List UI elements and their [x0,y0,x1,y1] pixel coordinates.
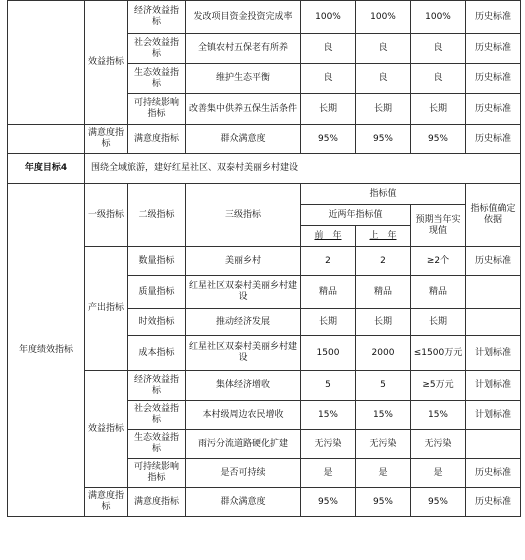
value-prev2: 1500 [301,336,356,371]
header-value: 指标值 [301,184,466,205]
table-row [8,1,521,34]
level2-cell: 经济效益指标 [128,371,186,401]
level1-satisfaction: 满意度指标 [85,125,128,154]
level3-cell: 发改项目资金投资完成率 [186,1,301,34]
level2-cell: 时效指标 [128,309,186,336]
value-prev1: 95% [356,125,411,154]
goal-row [8,154,521,184]
value-expected: 100% [411,1,466,34]
value-expected: 是 [411,459,466,488]
basis-cell: 历史标准 [466,34,521,64]
value-prev2: 是 [301,459,356,488]
level2-cell: 经济效益指标 [128,1,186,34]
value-prev2: 良 [301,64,356,94]
header-l2: 二级指标 [128,184,186,247]
value-expected: 良 [411,64,466,94]
level3-cell: 是否可持续 [186,459,301,488]
value-prev1: 长期 [356,94,411,125]
level2-cell: 可持续影响指标 [128,459,186,488]
value-expected: 长期 [411,94,466,125]
level3-cell: 群众满意度 [186,125,301,154]
basis-cell: 历史标准 [466,488,521,517]
basis-cell: 计划标准 [466,336,521,371]
value-prev2: 长期 [301,94,356,125]
value-prev2: 2 [301,247,356,276]
value-expected: 无污染 [411,430,466,459]
value-expected: 95% [411,488,466,517]
level2-cell: 成本指标 [128,336,186,371]
value-expected: 15% [411,401,466,430]
value-prev2: 5 [301,371,356,401]
value-prev2: 精品 [301,276,356,309]
header-row [8,184,521,205]
basis-cell: 历史标准 [466,459,521,488]
value-expected: 良 [411,34,466,64]
table-row [8,247,521,276]
level3-cell: 美丽乡村 [186,247,301,276]
level3-cell: 本村级周边农民增收 [186,401,301,430]
value-prev1: 良 [356,64,411,94]
value-prev2: 100% [301,1,356,34]
value-prev1: 无污染 [356,430,411,459]
value-prev1: 5 [356,371,411,401]
header-l1: 一级指标 [85,184,128,247]
value-expected: 精品 [411,276,466,309]
value-prev2: 95% [301,125,356,154]
level3-cell: 集体经济增收 [186,371,301,401]
value-prev1: 15% [356,401,411,430]
value-prev1: 是 [356,459,411,488]
level2-cell: 生态效益指标 [128,64,186,94]
level3-cell: 维护生态平衡 [186,64,301,94]
header-prev2: 前 年 [314,230,342,241]
table-row [8,125,521,154]
level1-output: 产出指标 [85,247,128,371]
header-basis: 指标值确定依据 [466,184,521,247]
level1-satisfaction: 满意度指标 [85,488,128,517]
value-prev1: 2000 [356,336,411,371]
performance-indicators [7,183,521,517]
goal-text: 围绕全域旅游，建好红星社区、双泰村美丽乡村建设 [85,154,521,184]
level2-cell: 满意度指标 [128,488,186,517]
value-expected: ≥2个 [411,247,466,276]
header-prev1: 上 年 [369,230,397,241]
value-prev1: 2 [356,247,411,276]
level3-cell: 改善集中供养五保生活条件 [186,94,301,125]
value-prev2: 无污染 [301,430,356,459]
basis-cell [466,309,521,336]
level2-cell: 社会效益指标 [128,401,186,430]
goal-label: 年度目标4 [8,154,85,184]
basis-cell: 历史标准 [466,247,521,276]
value-prev2: 长期 [301,309,356,336]
basis-cell: 历史标准 [466,64,521,94]
table-row [8,371,521,401]
level3-cell: 雨污分流道路硬化扩建 [186,430,301,459]
level2-cell: 生态效益指标 [128,430,186,459]
level3-cell: 推动经济发展 [186,309,301,336]
value-prev1: 良 [356,34,411,64]
level3-cell: 红星社区双泰村美丽乡村建设 [186,276,301,309]
value-prev2: 95% [301,488,356,517]
header-recent: 近两年指标值 [301,205,411,226]
level2-cell: 社会效益指标 [128,34,186,64]
basis-cell: 计划标准 [466,371,521,401]
value-expected: ≥5万元 [411,371,466,401]
value-expected: 95% [411,125,466,154]
level2-cell: 满意度指标 [128,125,186,154]
basis-cell: 历史标准 [466,125,521,154]
performance-table [7,0,521,184]
perf-label: 年度绩效指标 [8,184,85,517]
level2-cell: 数量指标 [128,247,186,276]
level1-benefit: 效益指标 [85,371,128,488]
level2-cell: 可持续影响指标 [128,94,186,125]
level2-cell: 质量指标 [128,276,186,309]
basis-cell: 历史标准 [466,94,521,125]
header-expected: 预期当年实现值 [411,205,466,247]
value-prev1: 长期 [356,309,411,336]
basis-cell [466,276,521,309]
value-prev1: 100% [356,1,411,34]
basis-cell: 计划标准 [466,401,521,430]
value-prev2: 良 [301,34,356,64]
table-row [8,488,521,517]
level3-cell: 群众满意度 [186,488,301,517]
value-expected: ≤1500万元 [411,336,466,371]
value-expected: 长期 [411,309,466,336]
level3-cell: 红星社区双泰村美丽乡村建设 [186,336,301,371]
basis-cell [466,430,521,459]
header-l3: 三级指标 [186,184,301,247]
value-prev2: 15% [301,401,356,430]
value-prev1: 精品 [356,276,411,309]
level3-cell: 全镇农村五保老有所养 [186,34,301,64]
level1-benefit: 效益指标 [85,1,128,125]
value-prev1: 95% [356,488,411,517]
basis-cell: 历史标准 [466,1,521,34]
